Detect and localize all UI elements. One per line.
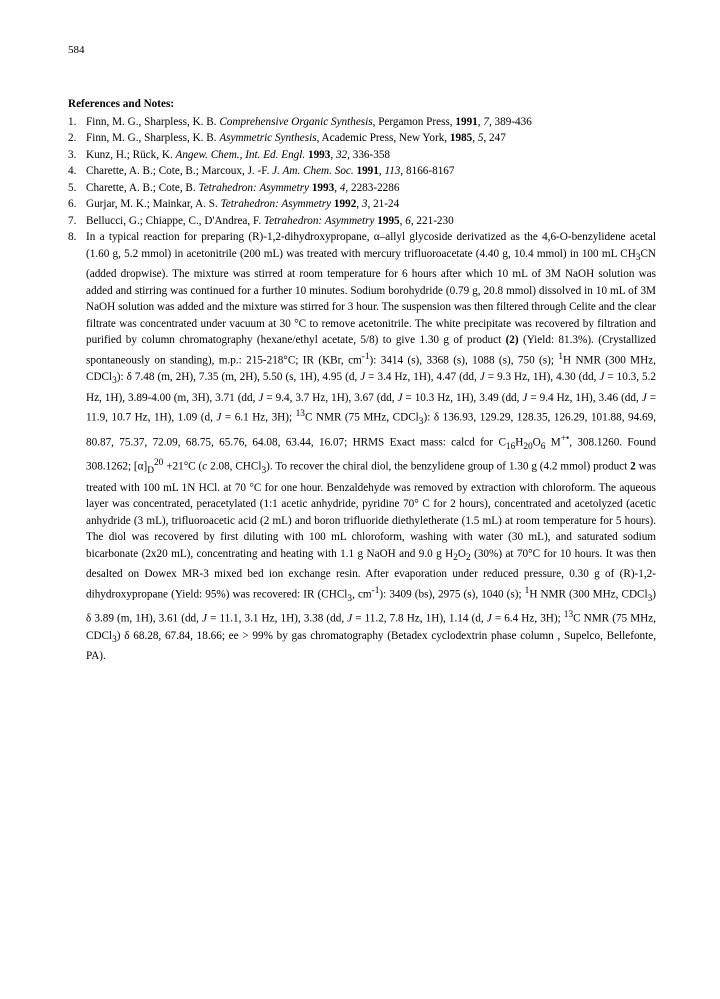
reference-text: Finn, M. G., Sharpless, K. B. Asymmetric Synthesis, Academic Press, New York, 1985, 5, 247 [86,132,506,144]
reference-item [68,180,656,197]
reference-text: Bellucci, G.; Chiappe, C., D'Andrea, F. Tetrahedron: Asymmetry 1995, 6, 221-230 [86,214,454,227]
reference-number: 2. [68,132,77,144]
reference-number: 6. [68,198,77,210]
reference-text: Charette, A. B.; Cote, B. Tetrahedron: Asymmetry 1993, 4, 2283-2286 [86,181,400,194]
experimental-note [68,229,656,665]
page-number: 584 [68,44,85,56]
reference-item [68,114,656,131]
reference-item [68,213,656,230]
reference-number: 3. [68,148,77,161]
reference-item [68,163,656,180]
reference-text: Kunz, H.; Rück, K. Angew. Chem., Int. Ed. Engl. 1993, 32, 336-358 [86,148,391,161]
reference-number: 1. [68,115,77,128]
reference-list [68,114,656,665]
reference-item [68,196,656,213]
reference-item [68,147,656,164]
experimental-note-text: In a typical reaction for preparing (R)-1,2-dihydroxypropane, α–allyl glycoside derivatized as the 4,6-O-benzylidene acetal (1.60 g, 5.2 mmol) in acetonitrile (200 mL) was treated with mercury trifluoroacetate (4.40 g, 10.4 mmol) in 100 mL $CH_3CN$ (added dropwise). The mixture was stirred at room temperature for 6 hours after which 10 mL of 3M NaOH solution was added and stirring was continued for a further 10 minutes. Sodium borohydride (0.79 g, 20.8 mmol) dissolved in 10 mL of 3M NaOH solution was added and the mixture was stirred for 3 hour. The suspension was then filtered through Celite and the clear filtrate was concentrated under vacuum at 30 °C to remove acetonitrile. The white precipitate was recovered by filtration and purified by column chromatography (hexane/ethyl acetate, 5/8) to give 1.30 g of product (2) (Yield: 81.3%). (Crystallized spontaneously on standing), m.p.: 215-218°C; IR (KBr, $cm^{-1}$): 3414 (s), 3368 (s), 1088 (s), 750 (s); $^1$H NMR (300 MHz, CDCl$_3$): δ 7.48 (m, 2H), 7.35 (m, 2H), 5.50 (s, 1H), 4.95 (d, J = 3.4 Hz, 1H), 4.47 (dd, J = 9.3 Hz, 1H), 4.30 (dd, J = 10.3, 5.2 Hz, 1H), 3.89-4.00 (m, 3H), 3.71 (dd, J = 9.4, 3.7 Hz, 1H), 3.67 (dd, J = 10.3 Hz, 1H), 3.49 (dd, J = 9.4 Hz, 1H), 3.46 (dd, J = 11.9, 10.7 Hz, 1H), 1.09 (d, J = 6.1 Hz, 3H); $^{13}$C NMR (75 MHz, CDCl$_3$): δ 136.93, 129.29, 128.35, 126.29, 101.88, 94.69, 80.87, 75.37, 72.09, 68.75, 65.76, 64.08, 63.44, 16.07; HRMS Exact mass: calcd for $C_{16}H_{20}O_6$ M+•, 308.1260. Found 308.1262; $[\alpha]_D^{20} +21^\circ C$ (c 2.08, CHCl$_3$). To recover the chiral diol, the benzylidene group of 1.30 g (4.2 mmol) product 2 was treated with 100 mL 1N HCl. at 70 °C for one hour. Benzaldehyde was removed by extraction with chloroform. The aqueous layer was concentrated, peracetylated (1:1 acetic anhydride, pyridine 70° C for 2 hours), concentrated and acetolyzed (acetic anhydride (3 mL), trifluoroacetic acid (2 mL) and boron trifluoride diethyletherate (1.5 mL) at room temperature for 5 hours). The diol was recovered by first diluting with 100 mL chloroform, washing with water (30 mL), and saturated sodium bicarbonate (2x20 mL), concentrating and heating with 1.1 g NaOH and 9.0 g $H_2O_2$ (30%) at 70°C for 10 hours. It was then desalted on Dowex MR-3 mixed bed ion exchange resin. After evaporation under reduced pressure, 0.30 g of (R)-1,2-dihydroxypropane (Yield: 95%) was recovered: IR (CHCl$_3$, $cm^{-1}$): 3409 (bs), 2975 (s), 1040 (s); $^1$H NMR (300 MHz, CDCl$_3$) δ 3.89 (m, 1H), 3.61 (dd, J = 11.1, 3.1 Hz, 1H), 3.38 (dd, J = 11.2, 7.8 Hz, 1H), 1.14 (d, J = 6.4 Hz, 3H); $^{13}$C NMR (75 MHz, CDCl$_3$) δ 68.28, 67.84, 18.66; ee > 99% by gas chromatography (Betadex cyclodextrin phase column , Supelco, Bellefonte, PA). [86,231,657,663]
reference-number: 4. [68,165,77,177]
references-heading: References and Notes: [68,98,175,110]
reference-item [68,130,656,147]
reference-text: Gurjar, M. K.; Mainkar, A. S. Tetrahedron: Asymmetry 1992, 3, 21-24 [86,198,400,210]
reference-number: 8. [68,231,77,243]
reference-text: Finn, M. G., Sharpless, K. B. Comprehensive Organic Synthesis, Pergamon Press, 1991, 7, 389-436 [86,115,532,128]
reference-number: 7. [68,214,77,227]
reference-text: Charette, A. B.; Cote, B.; Marcoux, J. -F. J. Am. Chem. Soc. 1991, 113, 8166-8167 [86,165,455,177]
references-section [68,96,656,665]
reference-number: 5. [68,181,77,194]
